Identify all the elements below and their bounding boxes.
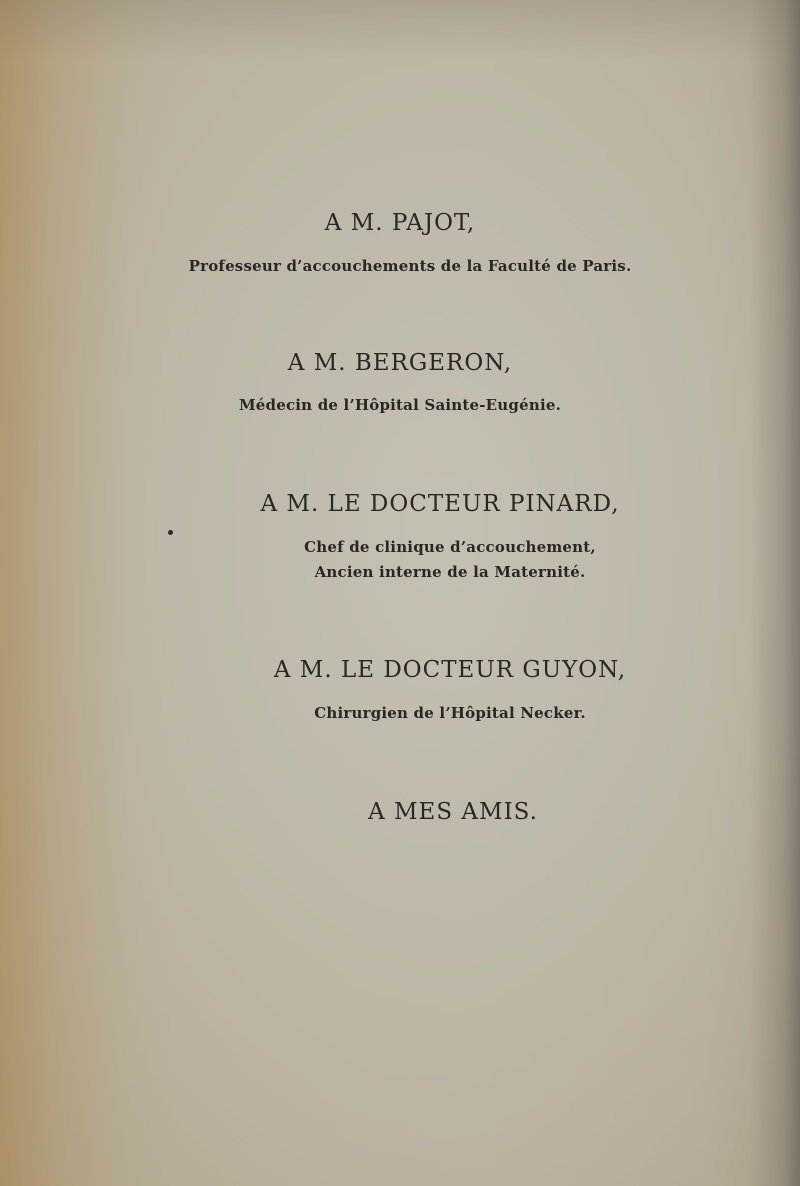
dedication-guyon-title: Chirurgien de l’Hôpital Necker. — [314, 704, 586, 722]
dedication-friends: A MES AMIS. — [368, 799, 538, 825]
paper-shadow-right — [750, 0, 800, 1186]
dedication-guyon-name: A M. LE DOCTEUR GUYON, — [273, 657, 627, 683]
paper-shadow-top — [0, 0, 800, 60]
dedication-pajot-name: A M. PAJOT, — [324, 210, 476, 236]
dedication-pinard-subtitle: Ancien interne de la Maternité. — [314, 563, 586, 581]
dedication-bergeron-name: A M. BERGERON, — [287, 350, 513, 376]
dedication-pinard-name: A M. LE DOCTEUR PINARD, — [260, 491, 620, 517]
dedication-bergeron-title: Médecin de l’Hôpital Sainte-Eugénie. — [238, 396, 562, 414]
dedication-pajot-title: Professeur d’accouchements de la Faculté de Paris. — [188, 257, 632, 275]
dedication-pinard-title: Chef de clinique d’accouchement, — [304, 538, 596, 556]
ink-speck — [168, 530, 173, 535]
paper-stain — [0, 0, 130, 1186]
